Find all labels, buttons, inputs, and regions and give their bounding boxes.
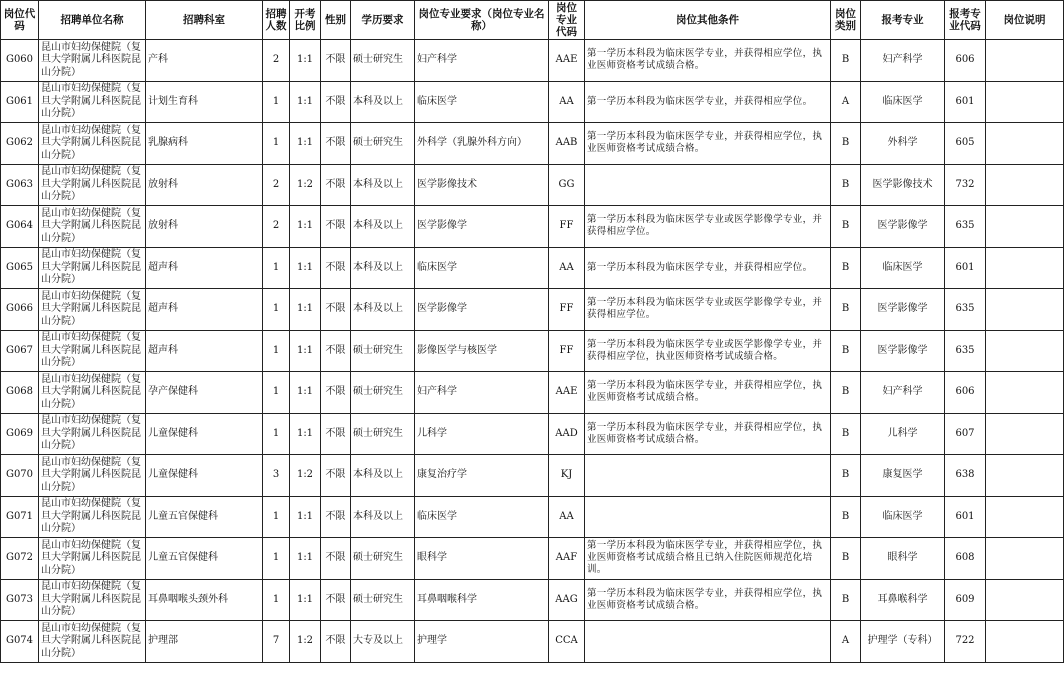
- other-conditions-cell: 第一学历本科段为临床医学专业，并获得相应学位，执业医师资格考试成绩合格。: [585, 413, 831, 455]
- gender-cell: 不限: [321, 538, 351, 580]
- table-row: [1, 40, 1064, 82]
- department-cell: 孕产保健科: [146, 372, 263, 414]
- exam-major-cell: 医学影像学: [861, 330, 945, 372]
- table-row: [1, 330, 1064, 372]
- education-cell: 硕士研究生: [351, 538, 415, 580]
- table-row: [1, 496, 1064, 538]
- department-cell: 超声科: [146, 247, 263, 289]
- position-category-cell: B: [831, 289, 861, 331]
- exam-major-code-cell: 638: [945, 455, 986, 497]
- exam-ratio-cell: 1:1: [290, 123, 321, 165]
- major-code-cell: AA: [549, 496, 585, 538]
- major-code-cell: AAD: [549, 413, 585, 455]
- exam-major-code-cell: 605: [945, 123, 986, 165]
- other-conditions-cell: [585, 621, 831, 663]
- unit-name-cell: 昆山市妇幼保健院（复旦大学附属儿科医院昆山分院）: [39, 247, 146, 289]
- education-cell: 大专及以上: [351, 621, 415, 663]
- position-code-cell: G074: [1, 621, 39, 663]
- department-cell: 产科: [146, 40, 263, 82]
- headcount-cell: 1: [263, 289, 290, 331]
- education-cell: 本科及以上: [351, 81, 415, 123]
- header-position-code: 岗位代码: [1, 1, 39, 40]
- education-cell: 本科及以上: [351, 496, 415, 538]
- exam-ratio-cell: 1:1: [290, 413, 321, 455]
- position-note-cell: [986, 289, 1064, 331]
- department-cell: 乳腺病科: [146, 123, 263, 165]
- gender-cell: 不限: [321, 496, 351, 538]
- position-note-cell: [986, 372, 1064, 414]
- major-requirement-cell: 医学影像学: [415, 206, 549, 248]
- header-other-conditions: 岗位其他条件: [585, 1, 831, 40]
- unit-name-cell: 昆山市妇幼保健院（复旦大学附属儿科医院昆山分院）: [39, 496, 146, 538]
- position-note-cell: [986, 81, 1064, 123]
- education-cell: 硕士研究生: [351, 330, 415, 372]
- major-requirement-cell: 医学影像学: [415, 289, 549, 331]
- headcount-cell: 2: [263, 206, 290, 248]
- position-code-cell: G061: [1, 81, 39, 123]
- gender-cell: 不限: [321, 123, 351, 165]
- unit-name-cell: 昆山市妇幼保健院（复旦大学附属儿科医院昆山分院）: [39, 413, 146, 455]
- department-cell: 耳鼻咽喉头颈外科: [146, 579, 263, 621]
- table-row: [1, 247, 1064, 289]
- headcount-cell: 1: [263, 81, 290, 123]
- gender-cell: 不限: [321, 164, 351, 206]
- header-education: 学历要求: [351, 1, 415, 40]
- major-requirement-cell: 妇产科学: [415, 40, 549, 82]
- position-note-cell: [986, 206, 1064, 248]
- exam-major-cell: 医学影像学: [861, 289, 945, 331]
- education-cell: 本科及以上: [351, 164, 415, 206]
- education-cell: 硕士研究生: [351, 413, 415, 455]
- other-conditions-cell: 第一学历本科段为临床医学专业，并获得相应学位，执业医师资格考试成绩合格。: [585, 40, 831, 82]
- unit-name-cell: 昆山市妇幼保健院（复旦大学附属儿科医院昆山分院）: [39, 579, 146, 621]
- major-requirement-cell: 影像医学与核医学: [415, 330, 549, 372]
- headcount-cell: 1: [263, 372, 290, 414]
- education-cell: 本科及以上: [351, 289, 415, 331]
- header-position-category: 岗位类别: [831, 1, 861, 40]
- exam-ratio-cell: 1:2: [290, 164, 321, 206]
- header-exam-major: 报考专业: [861, 1, 945, 40]
- headcount-cell: 1: [263, 413, 290, 455]
- gender-cell: 不限: [321, 455, 351, 497]
- major-requirement-cell: 护理学: [415, 621, 549, 663]
- position-code-cell: G063: [1, 164, 39, 206]
- position-code-cell: G069: [1, 413, 39, 455]
- major-requirement-cell: 耳鼻咽喉科学: [415, 579, 549, 621]
- position-category-cell: B: [831, 206, 861, 248]
- education-cell: 硕士研究生: [351, 579, 415, 621]
- unit-name-cell: 昆山市妇幼保健院（复旦大学附属儿科医院昆山分院）: [39, 81, 146, 123]
- position-note-cell: [986, 247, 1064, 289]
- table-header-row: [1, 1, 1064, 40]
- major-requirement-cell: 儿科学: [415, 413, 549, 455]
- gender-cell: 不限: [321, 579, 351, 621]
- position-code-cell: G068: [1, 372, 39, 414]
- position-category-cell: B: [831, 455, 861, 497]
- education-cell: 本科及以上: [351, 247, 415, 289]
- exam-major-code-cell: 635: [945, 330, 986, 372]
- headcount-cell: 2: [263, 164, 290, 206]
- major-code-cell: AAG: [549, 579, 585, 621]
- major-code-cell: FF: [549, 330, 585, 372]
- other-conditions-cell: [585, 164, 831, 206]
- position-code-cell: G067: [1, 330, 39, 372]
- unit-name-cell: 昆山市妇幼保健院（复旦大学附属儿科医院昆山分院）: [39, 330, 146, 372]
- other-conditions-cell: [585, 455, 831, 497]
- exam-major-code-cell: 607: [945, 413, 986, 455]
- headcount-cell: 1: [263, 538, 290, 580]
- position-note-cell: [986, 164, 1064, 206]
- header-major-requirement: 岗位专业要求（岗位专业名称）: [415, 1, 549, 40]
- other-conditions-cell: 第一学历本科段为临床医学专业，并获得相应学位，执业医师资格考试成绩合格。: [585, 579, 831, 621]
- position-category-cell: B: [831, 247, 861, 289]
- exam-ratio-cell: 1:1: [290, 496, 321, 538]
- position-note-cell: [986, 579, 1064, 621]
- position-note-cell: [986, 496, 1064, 538]
- exam-major-code-cell: 609: [945, 579, 986, 621]
- position-category-cell: B: [831, 496, 861, 538]
- gender-cell: 不限: [321, 40, 351, 82]
- header-department: 招聘科室: [146, 1, 263, 40]
- other-conditions-cell: 第一学历本科段为临床医学专业，并获得相应学位。: [585, 81, 831, 123]
- other-conditions-cell: 第一学历本科段为临床医学专业，并获得相应学位。: [585, 247, 831, 289]
- position-category-cell: B: [831, 579, 861, 621]
- major-requirement-cell: 康复治疗学: [415, 455, 549, 497]
- exam-major-cell: 临床医学: [861, 247, 945, 289]
- exam-ratio-cell: 1:1: [290, 372, 321, 414]
- exam-major-code-cell: 608: [945, 538, 986, 580]
- exam-ratio-cell: 1:1: [290, 538, 321, 580]
- exam-major-code-cell: 722: [945, 621, 986, 663]
- table-row: [1, 206, 1064, 248]
- table-row: [1, 372, 1064, 414]
- header-exam-major-code: 报考专业代码: [945, 1, 986, 40]
- header-exam-ratio: 开考比例: [290, 1, 321, 40]
- exam-major-cell: 护理学（专科）: [861, 621, 945, 663]
- gender-cell: 不限: [321, 247, 351, 289]
- other-conditions-cell: 第一学历本科段为临床医学专业或医学影像学专业，并获得相应学位。: [585, 206, 831, 248]
- table-row: [1, 164, 1064, 206]
- position-category-cell: B: [831, 538, 861, 580]
- position-note-cell: [986, 123, 1064, 165]
- department-cell: 儿童五官保健科: [146, 538, 263, 580]
- unit-name-cell: 昆山市妇幼保健院（复旦大学附属儿科医院昆山分院）: [39, 372, 146, 414]
- headcount-cell: 3: [263, 455, 290, 497]
- exam-major-code-cell: 601: [945, 81, 986, 123]
- education-cell: 本科及以上: [351, 455, 415, 497]
- position-code-cell: G060: [1, 40, 39, 82]
- position-code-cell: G073: [1, 579, 39, 621]
- headcount-cell: 2: [263, 40, 290, 82]
- position-code-cell: G071: [1, 496, 39, 538]
- position-note-cell: [986, 413, 1064, 455]
- education-cell: 硕士研究生: [351, 372, 415, 414]
- education-cell: 硕士研究生: [351, 40, 415, 82]
- header-position-note: 岗位说明: [986, 1, 1064, 40]
- exam-major-cell: 临床医学: [861, 81, 945, 123]
- unit-name-cell: 昆山市妇幼保健院（复旦大学附属儿科医院昆山分院）: [39, 123, 146, 165]
- other-conditions-cell: 第一学历本科段为临床医学专业，并获得相应学位，执业医师资格考试成绩合格。: [585, 372, 831, 414]
- position-note-cell: [986, 621, 1064, 663]
- unit-name-cell: 昆山市妇幼保健院（复旦大学附属儿科医院昆山分院）: [39, 621, 146, 663]
- department-cell: 放射科: [146, 164, 263, 206]
- table-row: [1, 289, 1064, 331]
- exam-major-cell: 康复医学: [861, 455, 945, 497]
- department-cell: 儿童保健科: [146, 455, 263, 497]
- exam-ratio-cell: 1:1: [290, 247, 321, 289]
- exam-major-cell: 医学影像技术: [861, 164, 945, 206]
- table-row: [1, 621, 1064, 663]
- headcount-cell: 1: [263, 579, 290, 621]
- major-requirement-cell: 眼科学: [415, 538, 549, 580]
- exam-major-code-cell: 606: [945, 372, 986, 414]
- major-requirement-cell: 临床医学: [415, 247, 549, 289]
- position-code-cell: G065: [1, 247, 39, 289]
- header-unit-name: 招聘单位名称: [39, 1, 146, 40]
- exam-ratio-cell: 1:1: [290, 40, 321, 82]
- major-code-cell: FF: [549, 289, 585, 331]
- position-code-cell: G062: [1, 123, 39, 165]
- other-conditions-cell: [585, 496, 831, 538]
- unit-name-cell: 昆山市妇幼保健院（复旦大学附属儿科医院昆山分院）: [39, 289, 146, 331]
- gender-cell: 不限: [321, 621, 351, 663]
- major-code-cell: AAE: [549, 40, 585, 82]
- education-cell: 硕士研究生: [351, 123, 415, 165]
- major-code-cell: GG: [549, 164, 585, 206]
- major-code-cell: AAF: [549, 538, 585, 580]
- position-category-cell: B: [831, 330, 861, 372]
- exam-ratio-cell: 1:1: [290, 579, 321, 621]
- department-cell: 超声科: [146, 289, 263, 331]
- header-major-code: 岗位专业代码: [549, 1, 585, 40]
- other-conditions-cell: 第一学历本科段为临床医学专业，并获得相应学位，执业医师资格考试成绩合格且已纳入住院医师规范化培训。: [585, 538, 831, 580]
- position-category-cell: B: [831, 413, 861, 455]
- exam-major-code-cell: 732: [945, 164, 986, 206]
- exam-major-cell: 眼科学: [861, 538, 945, 580]
- headcount-cell: 7: [263, 621, 290, 663]
- major-code-cell: KJ: [549, 455, 585, 497]
- position-category-cell: B: [831, 123, 861, 165]
- major-requirement-cell: 妇产科学: [415, 372, 549, 414]
- position-note-cell: [986, 40, 1064, 82]
- gender-cell: 不限: [321, 330, 351, 372]
- major-requirement-cell: 临床医学: [415, 81, 549, 123]
- other-conditions-cell: 第一学历本科段为临床医学专业或医学影像学专业，并获得相应学位。: [585, 289, 831, 331]
- header-headcount: 招聘人数: [263, 1, 290, 40]
- position-note-cell: [986, 330, 1064, 372]
- exam-ratio-cell: 1:1: [290, 81, 321, 123]
- exam-major-cell: 妇产科学: [861, 40, 945, 82]
- headcount-cell: 1: [263, 496, 290, 538]
- department-cell: 超声科: [146, 330, 263, 372]
- position-category-cell: B: [831, 40, 861, 82]
- department-cell: 计划生育科: [146, 81, 263, 123]
- exam-ratio-cell: 1:2: [290, 621, 321, 663]
- major-code-cell: AAE: [549, 372, 585, 414]
- unit-name-cell: 昆山市妇幼保健院（复旦大学附属儿科医院昆山分院）: [39, 538, 146, 580]
- position-code-cell: G070: [1, 455, 39, 497]
- position-code-cell: G064: [1, 206, 39, 248]
- department-cell: 儿童五官保健科: [146, 496, 263, 538]
- exam-major-code-cell: 606: [945, 40, 986, 82]
- department-cell: 护理部: [146, 621, 263, 663]
- gender-cell: 不限: [321, 372, 351, 414]
- table-row: [1, 538, 1064, 580]
- exam-major-code-cell: 635: [945, 206, 986, 248]
- major-code-cell: AAB: [549, 123, 585, 165]
- exam-major-code-cell: 601: [945, 247, 986, 289]
- department-cell: 儿童保健科: [146, 413, 263, 455]
- exam-ratio-cell: 1:1: [290, 289, 321, 331]
- exam-major-cell: 儿科学: [861, 413, 945, 455]
- headcount-cell: 1: [263, 247, 290, 289]
- exam-ratio-cell: 1:1: [290, 206, 321, 248]
- unit-name-cell: 昆山市妇幼保健院（复旦大学附属儿科医院昆山分院）: [39, 206, 146, 248]
- table-row: [1, 455, 1064, 497]
- major-requirement-cell: 临床医学: [415, 496, 549, 538]
- position-code-cell: G066: [1, 289, 39, 331]
- department-cell: 放射科: [146, 206, 263, 248]
- header-gender: 性别: [321, 1, 351, 40]
- unit-name-cell: 昆山市妇幼保健院（复旦大学附属儿科医院昆山分院）: [39, 455, 146, 497]
- gender-cell: 不限: [321, 289, 351, 331]
- exam-major-cell: 外科学: [861, 123, 945, 165]
- exam-major-cell: 医学影像学: [861, 206, 945, 248]
- major-code-cell: AA: [549, 81, 585, 123]
- position-code-cell: G072: [1, 538, 39, 580]
- exam-major-code-cell: 601: [945, 496, 986, 538]
- table-row: [1, 413, 1064, 455]
- major-code-cell: FF: [549, 206, 585, 248]
- major-requirement-cell: 医学影像技术: [415, 164, 549, 206]
- exam-major-cell: 临床医学: [861, 496, 945, 538]
- gender-cell: 不限: [321, 413, 351, 455]
- exam-ratio-cell: 1:2: [290, 455, 321, 497]
- table-row: [1, 81, 1064, 123]
- table-row: [1, 579, 1064, 621]
- education-cell: 本科及以上: [351, 206, 415, 248]
- major-code-cell: CCA: [549, 621, 585, 663]
- other-conditions-cell: 第一学历本科段为临床医学专业或医学影像学专业，并获得相应学位，执业医师资格考试成绩合格。: [585, 330, 831, 372]
- exam-major-code-cell: 635: [945, 289, 986, 331]
- major-code-cell: AA: [549, 247, 585, 289]
- unit-name-cell: 昆山市妇幼保健院（复旦大学附属儿科医院昆山分院）: [39, 164, 146, 206]
- major-requirement-cell: 外科学（乳腺外科方向）: [415, 123, 549, 165]
- position-note-cell: [986, 455, 1064, 497]
- position-category-cell: A: [831, 81, 861, 123]
- exam-major-cell: 妇产科学: [861, 372, 945, 414]
- other-conditions-cell: 第一学历本科段为临床医学专业，并获得相应学位，执业医师资格考试成绩合格。: [585, 123, 831, 165]
- position-category-cell: B: [831, 372, 861, 414]
- exam-major-cell: 耳鼻喉科学: [861, 579, 945, 621]
- table-row: [1, 123, 1064, 165]
- gender-cell: 不限: [321, 81, 351, 123]
- position-category-cell: B: [831, 164, 861, 206]
- position-note-cell: [986, 538, 1064, 580]
- unit-name-cell: 昆山市妇幼保健院（复旦大学附属儿科医院昆山分院）: [39, 40, 146, 82]
- gender-cell: 不限: [321, 206, 351, 248]
- position-category-cell: A: [831, 621, 861, 663]
- exam-ratio-cell: 1:1: [290, 330, 321, 372]
- headcount-cell: 1: [263, 123, 290, 165]
- headcount-cell: 1: [263, 330, 290, 372]
